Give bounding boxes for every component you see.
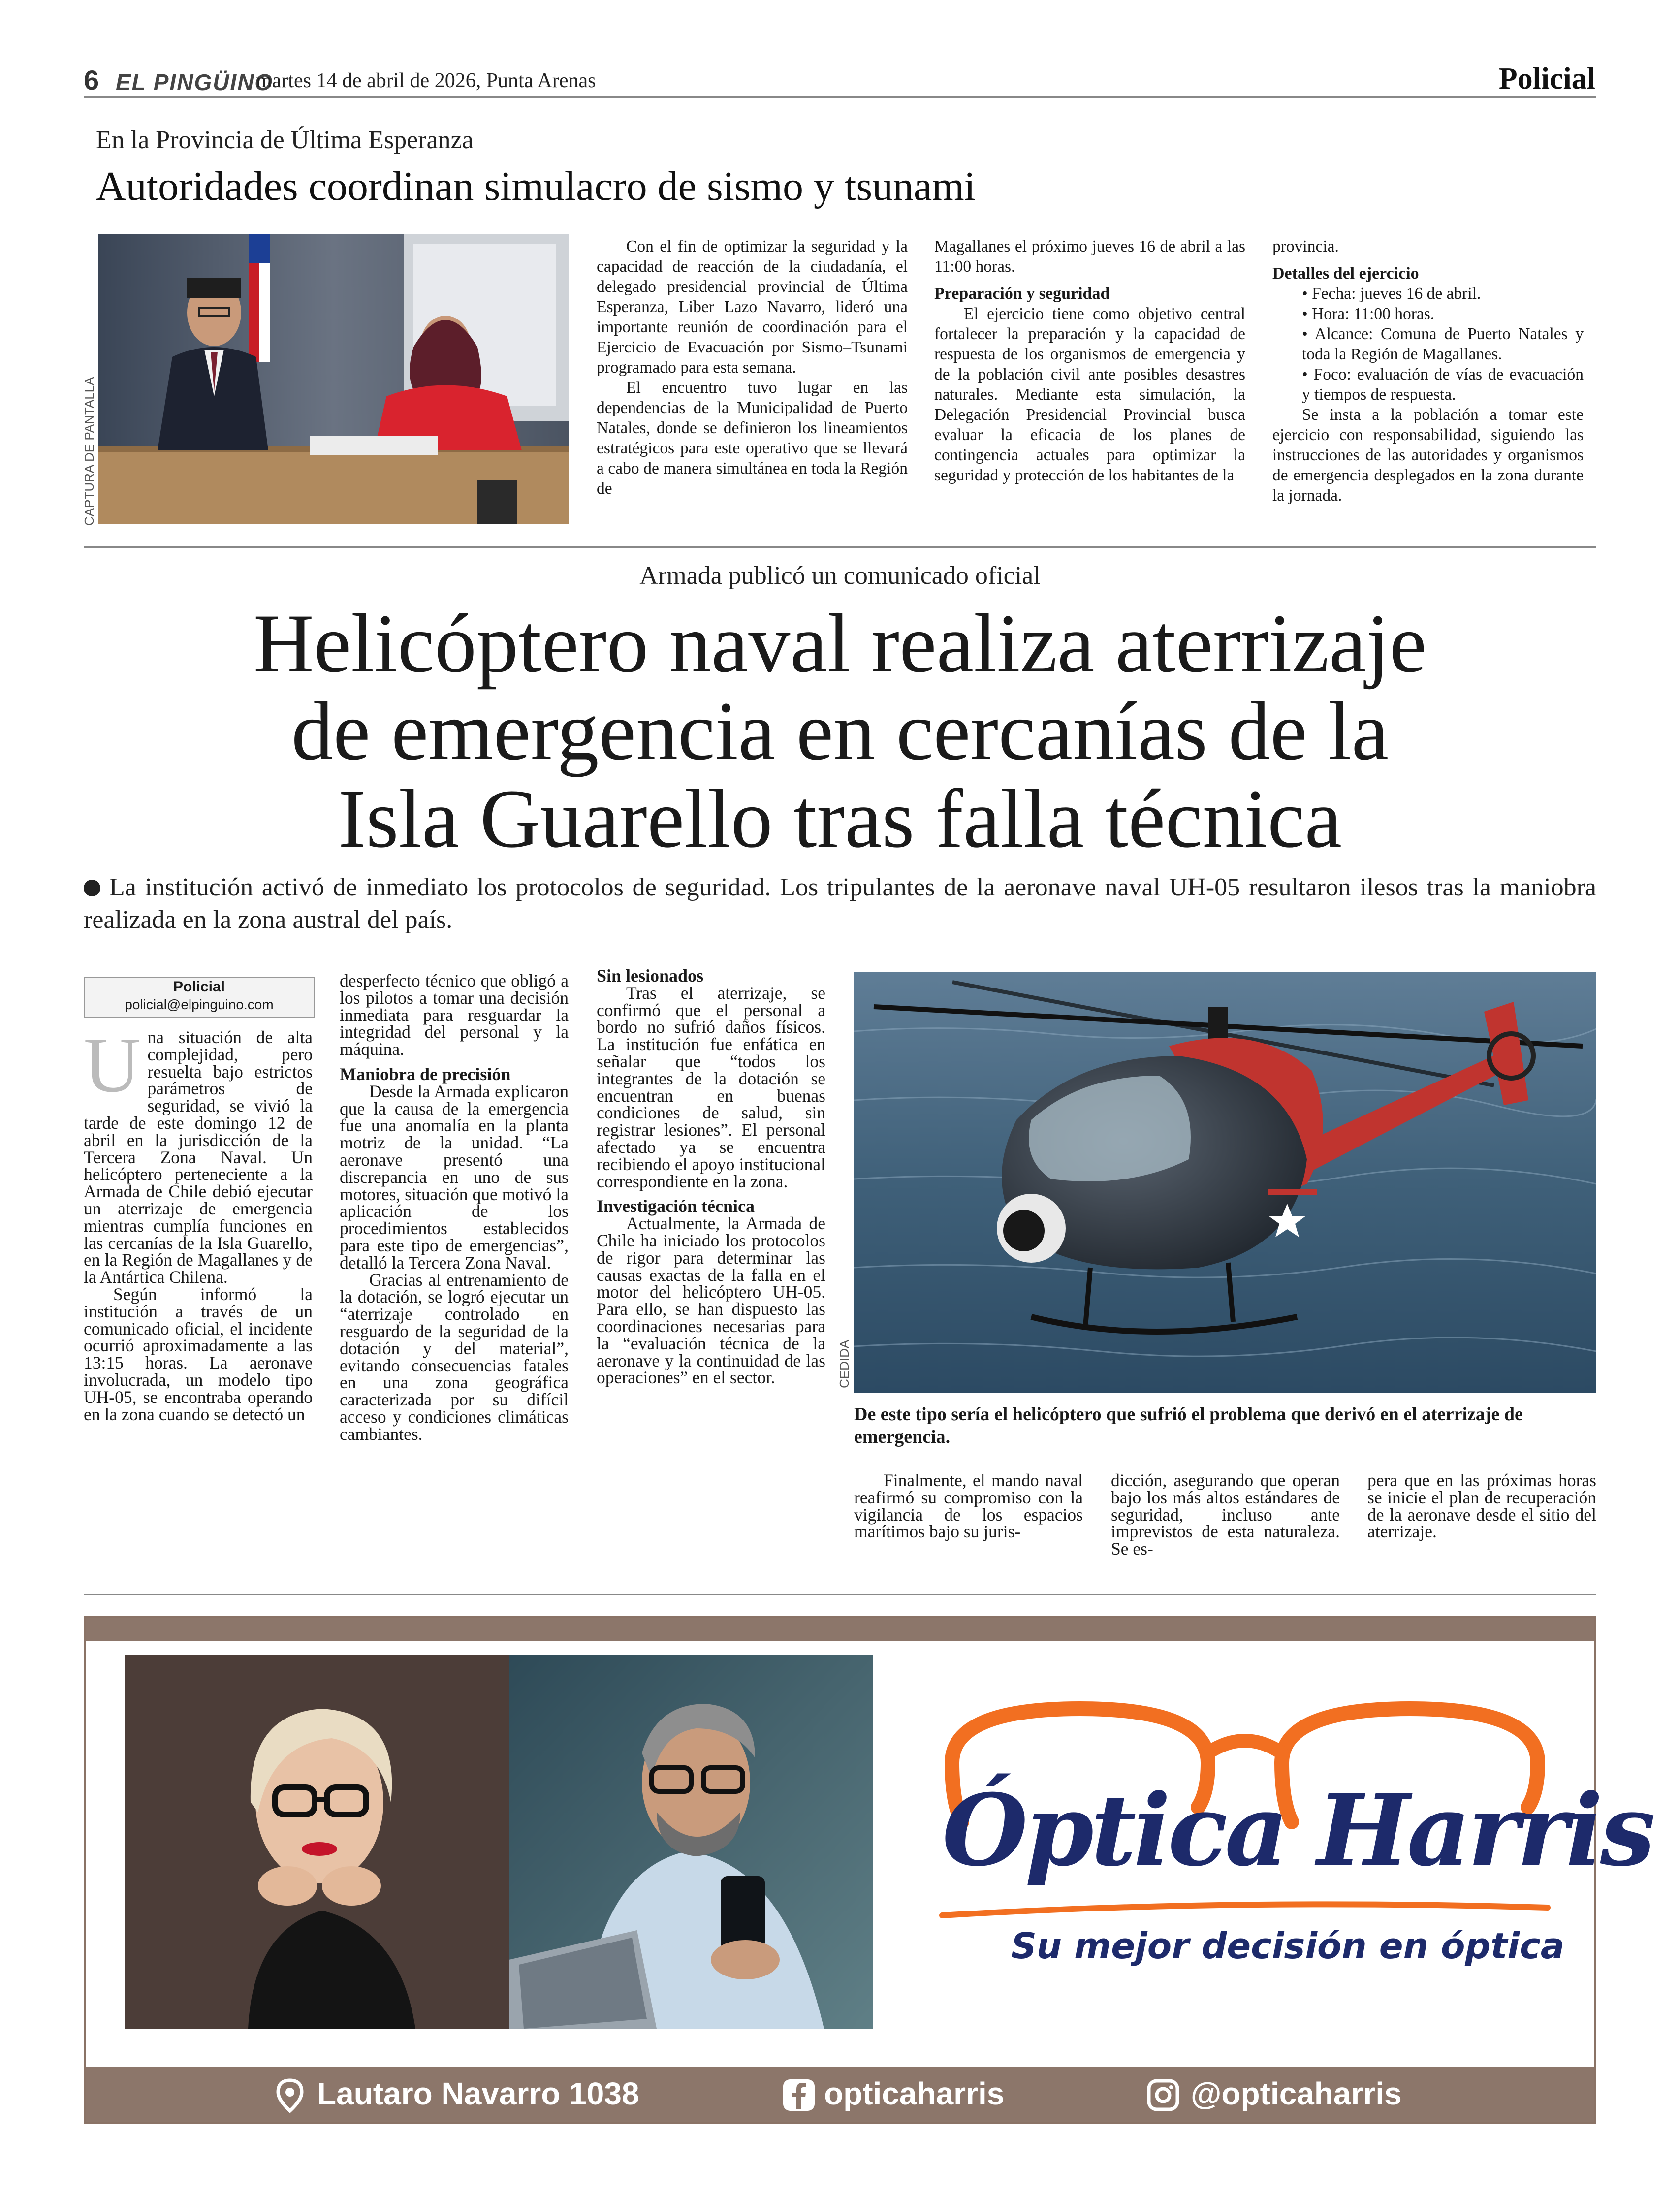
ad-address: Lautaro Navarro 1038 [317,2076,639,2111]
ad-photo-man [509,1655,873,2029]
ad-facebook-handle[interactable]: opticaharris [824,2076,1005,2111]
ad-logo [932,1689,1653,1984]
story1-photo [98,234,569,524]
headline-line: Helicóptero naval realiza aterrizaje [253,597,1427,690]
story2-paragraph: Finalmente, el mando naval reafirmó su compromiso con la vigilancia de los espacios marítimos bajo su juris- [854,1470,1083,1542]
brand-slogan: Su mejor decisión en óptica [1011,1925,1565,1967]
story2-kicker: Armada publicó un comunicado oficial [639,562,1041,590]
story2-paragraph: Tras el aterrizaje, se confirmó que el personal a bordo no sufrió daños físicos. La institución fue enfática en señalar que “todos los integrantes de la dotación se encuentran en buenas condiciones de salud, sin registrar lesiones”. El personal afectado ya se encuentra recibiendo el apoyo institucional correspondiente en la zona. [597,983,825,1191]
story2-paragraph: desperfecto técnico que obligó a los pilotos a tomar una decisión inmediata para resguardar la integridad del personal y la máquina. [340,971,569,1059]
story2-column-5 [1111,1472,1340,1558]
masthead-logo: EL PINGÜINO [116,69,274,95]
story1-paragraph: Magallanes el próximo jueves 16 de abril a las 11:00 horas. [934,237,1245,276]
story2-paragraph: pera que en las próximas horas se inicie el plan de recuperación de la aeronave desde el sitio del aterrizaje. [1367,1470,1596,1542]
story2-column-3 [597,967,825,1386]
page-number: 6 [84,64,99,96]
list-item: • Alcance: Comuna de Puerto Natales y toda la Región de Magallanes. [1302,324,1584,364]
section-title: Policial [1498,62,1595,96]
story1-subheading: Preparación y seguridad [934,285,1110,303]
story1-paragraph: El encuentro tuvo lugar en las dependencias de la Municipalidad de Puerto Natales, donde se definieron los lineamientos estratégicos para este operativo que se llevará a cabo de manera simultánea en toda la Región de [597,379,908,498]
story2-column-1 [84,1021,313,1424]
facebook-icon[interactable] [782,2078,816,2114]
dateline: martes 14 de abril de 2026, Punta Arenas [256,69,596,92]
helicopter-photo [854,972,1596,1393]
ad-top-band [86,1618,1594,1641]
story2-subheading: Sin lesionados [597,966,704,986]
story2-paragraph: Según informó la institución a través de un comunicado oficial, el incidente ocurrió aproximadamente a las 13:15 horas. La aeronave involucrada, un modelo tipo UH-05, se encontraba operando en la zona cuando se detectó un [84,1284,313,1424]
story2-paragraph: dicción, asegurando que operan bajo los más altos estándares de seguridad, incluso ante imprevistos de esta naturaleza. Se es- [1111,1470,1340,1559]
byline-email[interactable]: policial@elpinguino.com [125,997,274,1012]
ad-contact-bar [86,2067,1594,2122]
helicopter-photo-credit: CEDIDA [837,1339,852,1388]
byline-section: Policial [173,979,225,995]
optica-harris-ad[interactable] [84,1616,1653,2124]
location-pin-icon [275,2078,305,2115]
ad-instagram-handle[interactable]: @opticaharris [1191,2076,1402,2111]
story1-paragraph: El ejercicio tiene como objetivo central fortalecer la preparación y la capacidad de respuesta de los organismos de emergencia y de la población civil ante posibles desastres naturales. Mediante esta simulación, la Delegación Presidencial Provincial busca evaluar la eficacia de los planes de contingencia actuales para optimizar la seguridad y protección de los habitantes de la [934,305,1245,484]
bullet-icon [84,880,100,896]
story1-paragraph: Se insta a la población a tomar este ejercicio con responsabilidad, siguiendo las instrucciones de las autoridades y organismos de emergencia desplegados en la zona durante la jornada. [1272,406,1584,505]
story2-subheading: Investigación técnica [597,1196,755,1216]
story2-paragraph: na situación de alta complejidad, pero resuelta bajo estrictos parámetros de seguridad, se vivió la tarde de este domingo 12 de abril en la jurisdicción de la Tercera Zona Naval. Un helicóptero perteneciente a la Armada de Chile debió ejecutar un aterrizaje de emergencia mientras cumplía funciones en las cercanías de la Isla Guarello, en la Región de Magallanes y de la Antártica Chilena. [84,1027,313,1287]
story1-column-2 [934,236,1245,485]
story2-paragraph: Desde la Armada explicaron que la causa de la emergencia fue una anomalía en la planta motriz de la unidad. “La aeronave presentó una discrepancia en uno de sus motores, situación que motivó la aplicación de los procedimientos establecidos para este tipo de emergencias”, detalló la Tercera Zona Naval. [340,1081,569,1273]
story1-column-3 [1272,236,1584,506]
story2-column-2 [340,972,569,1443]
drop-cap: U [84,1021,141,1109]
list-item: • Hora: 11:00 horas. [1302,304,1584,324]
story2-column-4 [854,1472,1083,1540]
story1-paragraph: provincia. [1272,237,1339,255]
byline-box [84,977,315,1018]
list-item: • Fecha: jueves 16 de abril. [1302,284,1584,304]
story-divider [84,546,1596,548]
headline-line: Isla Guarello tras falla técnica [338,772,1342,865]
helicopter-photo-caption: De este tipo sería el helicóptero que sufrió el problema que derivó en el aterrizaje de emergencia. [854,1404,1523,1447]
story1-title: Autoridades coordinan simulacro de sismo y tsunami [96,163,976,209]
list-item: • Foco: evaluación de vías de evacuación y tiempos de respuesta. [1302,364,1584,405]
story2-deck [84,871,1596,936]
story1-subheading: Detalles del ejercicio [1272,264,1419,283]
story1-column-1 [597,236,908,499]
story2-column-6 [1367,1472,1596,1540]
deck-text: La institución activó de inmediato los protocolos de seguridad. Los tripulantes de la aeronave naval UH-05 resultaron ilesos tras la maniobra realizada en la zona austral del país. [84,873,1596,934]
story1-kicker: En la Provincia de Última Esperanza [96,126,474,154]
header-rule [84,96,1596,98]
story2-paragraph: Gracias al entrenamiento de la dotación, se logró ejecutar un “aterrizaje controlado en resguardo de la seguridad de la dotación y del material”, evitando consecuencias fatales en una zona geográfica caracterizada por su difícil acceso y condiciones climáticas cambiantes. [340,1270,569,1444]
headline-line: de emergencia en cercanías de la [291,685,1389,777]
story2-paragraph: Actualmente, la Armada de Chile ha iniciado los protocolos de rigor para determinar las causas exactas de la falla en el motor del helicóptero UH-05. Para ello, se han dispuesto las coordinaciones necesarias para la “evaluación técnica de la aeronave y la continuidad de las operaciones” en el sector. [597,1213,825,1388]
ad-photo-woman [125,1655,519,2029]
brand-underline [932,1901,1557,1920]
brand-name: Óptica Harris [942,1773,1653,1888]
story2-headline [0,597,1680,865]
bottom-rule [84,1594,1596,1595]
story2-subheading: Maniobra de precisión [340,1064,511,1084]
story1-photo-credit: CAPTURA DE PANTALLA [82,377,96,526]
exercise-details-list [1272,284,1584,405]
instagram-icon[interactable] [1146,2078,1180,2114]
story1-paragraph: Con el fin de optimizar la seguridad y la capacidad de reacción de la ciudadanía, el delegado presidencial provincial de Última Esperanza, Liber Lazo Navarro, lideró una importante reunión de coordinación para el Ejercicio de Evacuación por Sismo–Tsunami programado para esta semana. [597,237,908,377]
